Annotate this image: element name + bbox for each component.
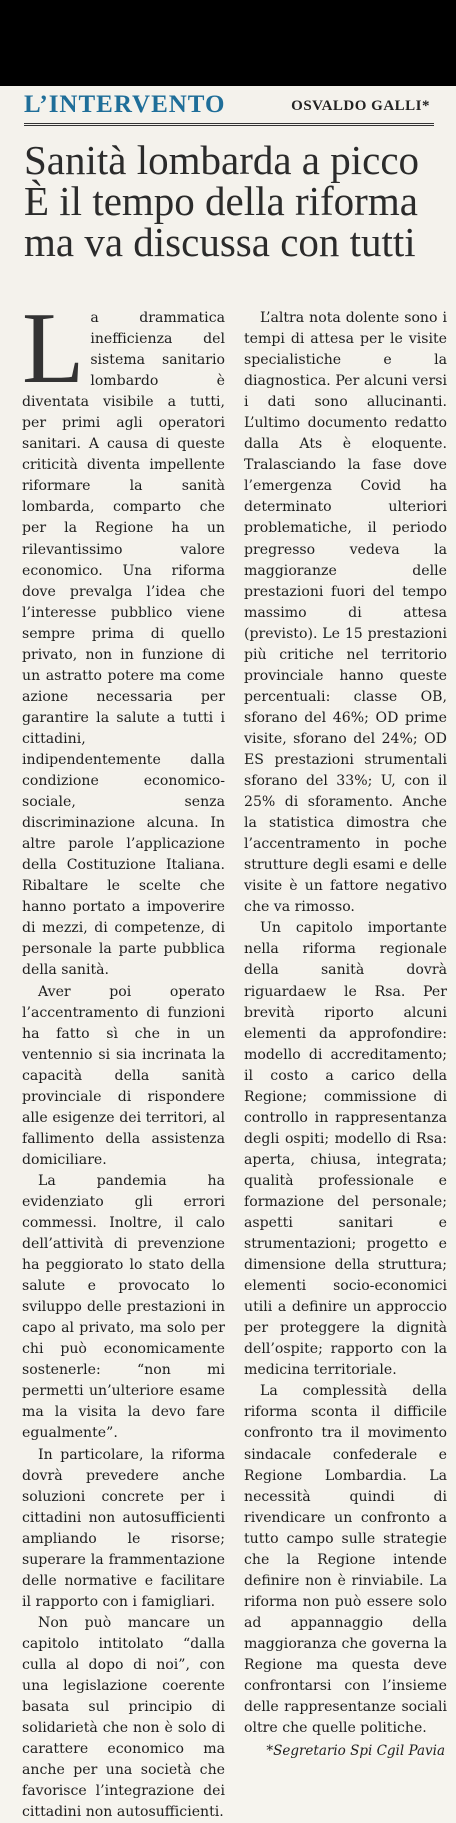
paragraph: In particolare, la riforma dovrà prevedere anche soluzioni concrete per i cittadini non autosufficienti ampliando le risorse; superare la frammentazione delle normative e facilitare il rapporto con i famigliari. (22, 1446, 225, 1610)
header-rule-secondary (24, 125, 434, 126)
paragraph: Aver poi operato l’accentramento di funzioni ha fatto sì che in un ventennio si sia incrinata la capacità della sanità provinciale di rispondere alle esigenze dei territori, al fallimento della assistenza domiciliare. (22, 983, 225, 1168)
headline-line-2: È il tempo della riforma (24, 178, 418, 224)
paragraph: La complessità della riforma sconta il difficile confronto tra il movimento sindacale confederale e Regione Lombardia. La necessità quindi di rivendicare un confronto a tutto campo sulle strategie che la Regione intende definire non è rinviabile. La riforma non può essere solo ad appannaggio della maggioranza che governa la Regione ma questa deve confrontarsi con l’insieme delle rappresentanze sociali oltre che quelle politiche. (244, 1383, 447, 1737)
paragraph: Non può mancare un capitolo intitolato “dalla culla al dopo di noi”, con una legislazione coerente basata sul principio di solidarietà che non è solo di carattere economico ma anche per una società che favorisce l’integrazione dei cittadini non autosufficienti. (22, 1614, 225, 1821)
article-column-right (244, 308, 447, 1762)
screen-top-bar (0, 0, 456, 86)
article-headline (24, 137, 444, 265)
header-rule (24, 123, 434, 124)
paragraph (22, 292, 225, 982)
drop-cap: L (22, 292, 85, 405)
paragraph: Un capitolo importante nella riforma regionale della sanità dovrà riguardaew le Rsa. Per brevità riporto alcuni elementi da approfondire: modello di accreditamento; il costo a carico della Regione; commissione di controllo in rappresentanza degli ospiti; modello di Rsa: aperta, chiusa, integrata; qualità professionale e formazione del personale; aspetti sanitari e strumentazioni; progetto e dimensione della struttura; elementi socio-economici utili a definire un approccio per proteggere la dignità dell’ospite; rapporto con la medicina territoriale. (244, 920, 447, 1379)
paragraph: La pandemia ha evidenziato gli errori commessi. Inoltre, il calo dell’attività di prevenzione ha peggiorato lo stato della salute e provocato lo sviluppo delle prestazioni in capo al privato, ma solo per chi può economicamente sostenerle: “non mi permetti un’ulteriore esame ma la visita la devo fare egualmente”. (22, 1172, 225, 1442)
headline-line-3: ma va discussa con tutti (24, 219, 416, 265)
author-signature: *Segretario Spi Cgil Pavia (266, 1743, 445, 1760)
headline-line-1: Sanità lombarda a picco (24, 137, 420, 183)
article-column-left (22, 292, 225, 1823)
author-name: OSVALDO GALLI* (291, 98, 430, 114)
section-kicker: L’INTERVENTO (24, 91, 226, 118)
paragraph: L’altra nota dolente sono i tempi di attesa per le visite specialistiche e la diagnostica. Per alcuni versi i dati sono allucinanti. L’ultimo documento redatto dalla Ats è eloquente. Tralasciando la fase dove l’emergenza Covid ha determinato ulteriori problematiche, il periodo pregresso vedeva la maggioranze delle prestazioni fuori del tempo massimo di attesa (previsto). Le 15 prestazioni più critiche nel territorio provinciale hanno queste percentuali: classe OB, sforano del 46%; OD prime visite, sforano del 24%; OD ES prestazioni strumentali sforano del 33%; U, con il 25% di sforamento. Anche la statistica dimostra che l’accentramento in poche strutture degli esami e delle visite è un fattore negativo che va rimosso. (244, 310, 447, 916)
paragraph-text: a drammatica inefficienza del sistema sanitario lombardo è diventata visibile a tutti, per primi agli operatori sanitari. A causa di queste criticità diventa impellente riformare la sanità lombarda, comparto che per la Regione ha un rilevantissimo valore economico. Una riforma dove prevalga l’idea che l’interesse pubblico viene sempre prima di quello privato, non in funzione di un astratto potere ma come azione necessaria per garantire la salute a tutti i cittadini, indipendentemente dalla condizione economico-sociale, senza discriminazione alcuna. In altre parole l’applicazione della Costituzione Italiana. Ribaltare le scelte che hanno portato a impoverire di mezzi, di competenze, di personale la parte pubblica della sanità. (22, 310, 225, 979)
